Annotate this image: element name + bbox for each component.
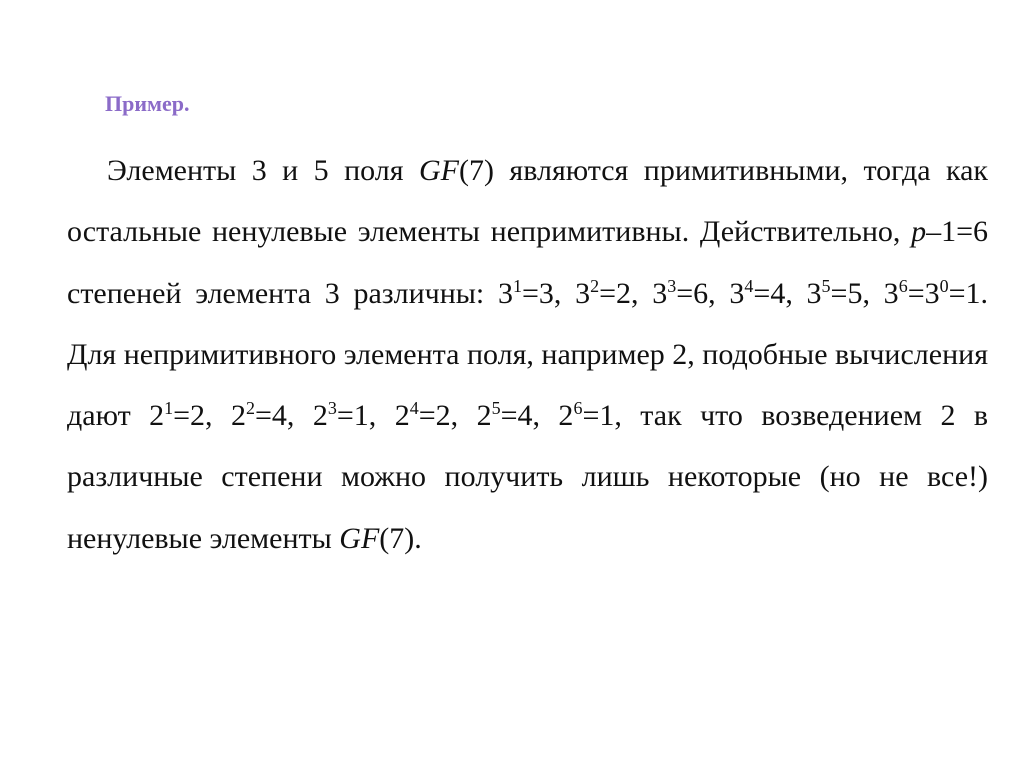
exponent: 2 [246,398,255,419]
example-heading: Пример. [105,91,190,116]
text-run: =1, так что возведением 2 в различные степени можно получить лишь некоторые (но не все!) ненулевые элементы [67,399,989,555]
exponent: 5 [491,398,501,419]
text-run: =3 [907,276,940,310]
text-run: =4, 3 [753,276,822,310]
text-run: –1=6 степеней элемента 3 различны: 3 [67,215,988,310]
text-run: =3, 3 [521,276,591,310]
exponent: 6 [898,275,908,296]
text-run: =1. Для непримитивного элемента поля, например 2, подобные вычисления дают 2 [67,276,989,433]
body-paragraph [67,140,988,569]
text-run: =2, 2 [173,399,246,433]
exponent: 1 [164,398,174,419]
italic-symbol: GF [339,521,380,555]
exponent: 3 [667,275,677,296]
text-run: (7). [379,521,422,555]
exponent: 4 [409,398,419,419]
text-run: =5, 3 [830,276,899,310]
exponent: 0 [939,275,949,296]
exponent: 4 [744,275,754,296]
text-run: Элементы 3 и 5 поля [107,154,419,187]
italic-symbol: GF [418,154,459,187]
exponent: 2 [590,275,600,296]
text-run: =6, 3 [676,276,745,310]
text-run: =2, 2 [418,399,492,433]
text-run: =4, 2 [255,399,328,433]
text-run: =1, 2 [336,399,410,433]
exponent: 1 [512,275,522,296]
exponent: 3 [327,398,337,419]
text-run: =2, 3 [599,276,668,310]
text-run: =4, 2 [500,399,574,433]
exponent: 5 [821,275,831,296]
text-run: (7) являются примитивными, тогда как остальные ненулевые элементы непримитивны. Действительно, [67,154,988,249]
exponent: 6 [573,398,583,419]
italic-symbol: p [911,215,927,249]
